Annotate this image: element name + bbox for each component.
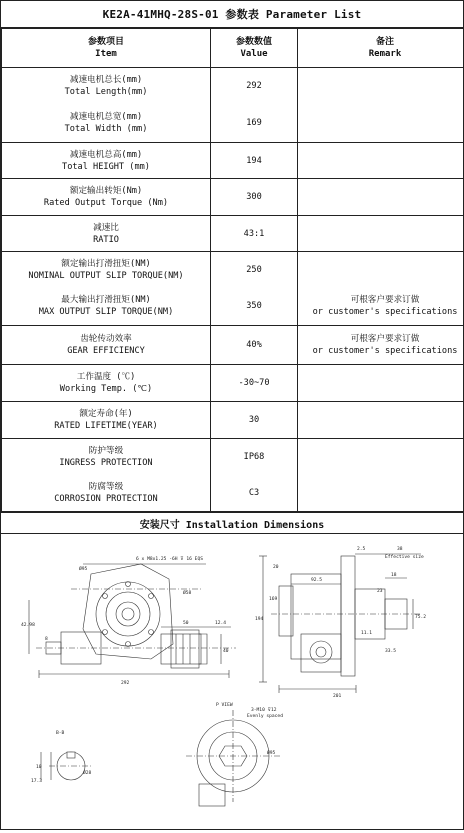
table-row: 减速电机总高(mm) Total HEIGHT (mm) 194 — [2, 143, 464, 179]
section-title: 安装尺寸 Installation Dimensions — [1, 512, 463, 534]
table-row: 额定寿命(年) RATED LIFETIME(YEAR) 30 — [2, 402, 464, 439]
left-view — [29, 564, 236, 678]
installation-drawing — [1, 534, 463, 829]
table-row: 工作温度 (℃) Working Temp. (℃) -30~70 — [2, 365, 464, 402]
table-row: 防腐等级 CORROSION PROTECTION C3 — [2, 476, 464, 512]
evenly-spaced: Evenly spaced — [247, 713, 283, 719]
table-row: 减速比 RATIO 43:1 — [2, 216, 464, 252]
dim-8: 8 — [45, 636, 48, 642]
header-value: 参数数值 Value — [211, 29, 298, 68]
header-remark: 备注 Remark — [298, 29, 464, 68]
dim-12-4: 12.4 — [215, 620, 226, 626]
dim-33-5: 33.5 — [385, 648, 396, 654]
table-row: 最大输出打滑扭矩(NM) MAX OUTPUT SLIP TORQUE(NM) 350 可根客户要求订做 or customer's specifications — [2, 288, 464, 326]
p-view-label: P VIEW — [216, 702, 233, 708]
bottom-view — [41, 710, 281, 806]
effective-size: Effective size — [385, 554, 424, 560]
table-row: 额定输出转矩(Nm) Rated Output Torque (Nm) 300 — [2, 179, 464, 216]
dim-d28: Ø28 — [83, 769, 92, 776]
dim-10: 10 — [36, 764, 42, 770]
sheet-title: KE2A-41MHQ-28S-01 参数表 Parameter List — [1, 1, 463, 28]
dim-d95-bottom: Ø95 — [267, 749, 276, 756]
dim-d95: Ø95 — [79, 565, 88, 572]
right-view — [259, 554, 421, 693]
dim-23: 23 — [377, 588, 383, 594]
dim-d58: Ø58 — [183, 589, 192, 596]
dim-2-5: 2.5 — [357, 546, 366, 552]
dim-292: 292 — [121, 680, 130, 686]
table-row: 额定输出打滑扭矩(NM) NOMINAL OUTPUT SLIP TORQUE(NM) 250 — [2, 252, 464, 288]
dim-42-98: 42.98 — [21, 622, 35, 628]
holes-note: 3-M10 ⊽12 — [251, 707, 277, 713]
table-row: 防护等级 INGRESS PROTECTION IP68 — [2, 439, 464, 476]
section-label: B-B — [56, 730, 65, 736]
dim-18: 18 — [391, 572, 397, 578]
dim-17-3: 17.3 — [31, 778, 42, 784]
dim-40: 40 — [223, 648, 229, 654]
parameter-table — [1, 28, 464, 512]
technical-drawing-svg — [1, 534, 463, 829]
header-item: 参数项目 Item — [2, 29, 211, 68]
dim-194: 194 — [255, 616, 264, 622]
dim-201: 201 — [333, 693, 342, 699]
dim-75-2: 75.2 — [415, 614, 426, 620]
dim-92-5: 92.5 — [311, 577, 322, 583]
table-row: 减速电机总长(mm) Total Length(mm) 292 — [2, 68, 464, 105]
dim-169: 169 — [269, 596, 278, 602]
table-row: 减速电机总宽(mm) Total Width (mm) 169 — [2, 105, 464, 143]
dim-20: 20 — [273, 564, 279, 570]
table-row: 齿轮传动效率 GEAR EFFICIENCY 40% 可根客户要求订做 or customer's specifications — [2, 326, 464, 365]
dim-50: 50 — [183, 620, 189, 626]
dim-11-1: 11.1 — [361, 630, 372, 636]
note-holes: 6 x M8x1.25 -6H ⊽ 16 EQS — [136, 556, 203, 562]
dim-38: 38 — [397, 546, 403, 552]
table-header — [2, 29, 464, 68]
